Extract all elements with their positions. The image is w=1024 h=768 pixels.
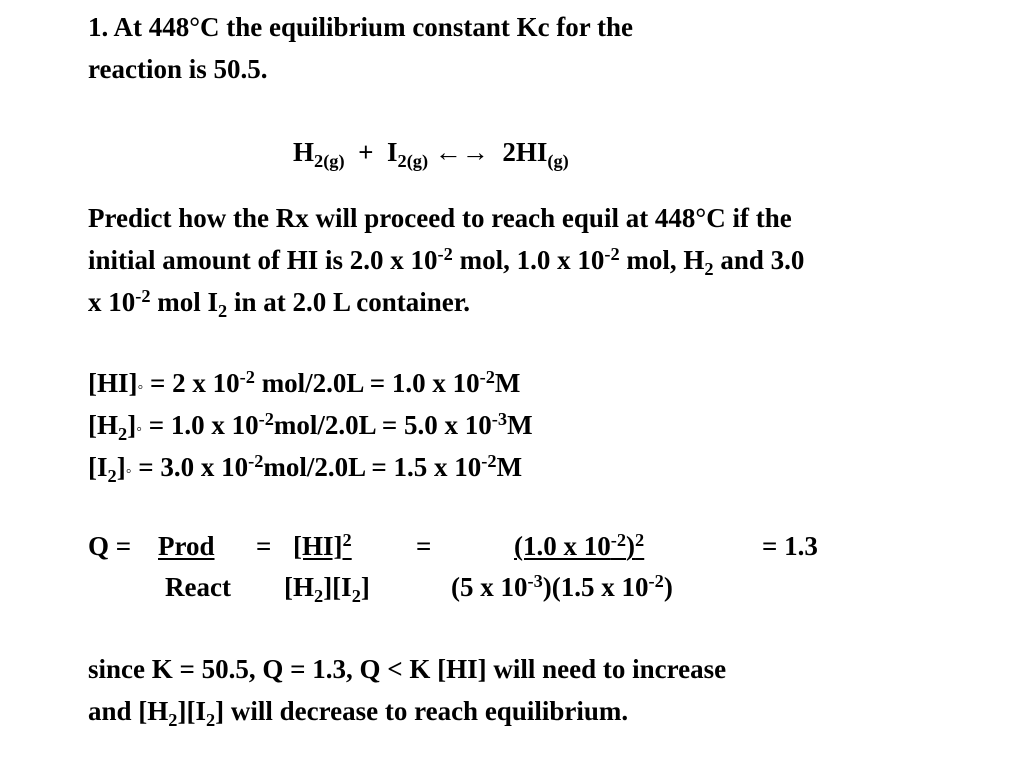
- conc-h2: [88, 404, 533, 446]
- numerator-value: [514, 526, 644, 566]
- conc-text: [H: [88, 410, 118, 440]
- quotient-text: (5 x 10: [451, 572, 528, 602]
- predict-text: initial amount of HI is 2.0 x 10: [88, 245, 438, 275]
- conclusion-text: and [H: [88, 696, 169, 726]
- quotient-text: ][I: [323, 572, 352, 602]
- conc-text: mol/2.0L = 1.0 x 10: [254, 368, 480, 398]
- q-result: = 1.3: [762, 531, 818, 561]
- conc-text: = 1.0 x 10: [141, 410, 259, 440]
- subscript: 2: [351, 586, 361, 607]
- exponent: -2: [248, 451, 264, 472]
- subscript: 2: [107, 466, 117, 487]
- conc-text: mol/2.0L = 1.5 x 10: [263, 452, 482, 482]
- prediction-question: [88, 197, 804, 323]
- predict-text: mol, 1.0 x 10: [452, 245, 605, 275]
- quotient-text: [HI]: [293, 531, 343, 561]
- predict-text: mol, H: [619, 245, 705, 275]
- reactant-i2-sub: 2(g): [397, 151, 429, 172]
- problem-statement: [88, 6, 633, 90]
- quotient-text: )(1.5 x 10: [542, 572, 649, 602]
- conc-i2: [88, 446, 533, 488]
- conc-unit: M: [507, 410, 533, 440]
- subscript: 2: [314, 586, 324, 607]
- conclusion: [88, 648, 726, 732]
- product-hi: 2HI: [502, 137, 548, 167]
- reactant-h2-sub: 2(g): [314, 151, 345, 172]
- exponent: -2: [258, 409, 274, 430]
- conc-text: ]: [127, 410, 137, 440]
- subscript: 2: [168, 710, 178, 731]
- quotient-text: [H: [284, 572, 314, 602]
- subscript: 2: [704, 259, 714, 280]
- conc-text: [HI]: [88, 368, 138, 398]
- predict-line-3: [88, 281, 804, 323]
- predict-text: in at 2.0 L container.: [227, 287, 471, 317]
- conclusion-text: ] will decrease to reach equilibrium.: [215, 696, 629, 726]
- reaction-equation: [293, 131, 569, 173]
- quotient-text: ]: [360, 572, 370, 602]
- exponent: -2: [481, 451, 497, 472]
- predict-text: and 3.0: [713, 245, 805, 275]
- predict-text: mol I: [150, 287, 219, 317]
- exponent: -2: [610, 530, 627, 551]
- prod-label: Prod: [158, 531, 215, 561]
- subscript: 2: [205, 710, 216, 731]
- exponent: -2: [604, 244, 620, 265]
- subscript: 2: [218, 301, 228, 322]
- exponent: -3: [527, 571, 543, 592]
- exponent: -2: [135, 286, 151, 307]
- equilibrium-arrow: ←→: [434, 137, 489, 167]
- quotient-text: ): [663, 572, 673, 602]
- problem-line-1: 1. At 448°C the equilibrium constant Kc for the: [88, 12, 634, 42]
- initial-concentrations: [88, 362, 533, 488]
- predict-line-1: Predict how the Rx will proceed to reach equil at 448°C if the: [88, 203, 792, 233]
- plus-sign: +: [358, 137, 374, 167]
- hi-squared: [293, 526, 352, 566]
- exponent: 2: [635, 530, 645, 551]
- q-equals: Q =: [88, 531, 132, 561]
- conc-unit: M: [494, 368, 521, 398]
- initial-mark: ◦: [136, 419, 142, 438]
- conc-text: ]: [116, 452, 126, 482]
- react-label: React: [165, 572, 231, 602]
- conclusion-line-2: [88, 690, 726, 732]
- exponent: 2: [342, 530, 352, 551]
- conclusion-text: ][I: [177, 696, 206, 726]
- problem-line-2: reaction is 50.5.: [88, 54, 268, 84]
- product-hi-sub: (g): [547, 151, 569, 172]
- initial-mark: ◦: [137, 377, 144, 396]
- exponent: -2: [479, 367, 495, 388]
- conclusion-line-1: since K = 50.5, Q = 1.3, Q < K [HI] will need to increase: [88, 654, 727, 684]
- reactant-i2: I: [387, 137, 398, 167]
- conc-hi: [88, 362, 533, 404]
- quotient-text: ): [626, 531, 636, 561]
- h2-i2-denominator: [284, 567, 370, 607]
- exponent: -2: [239, 367, 255, 388]
- denominator-value: [451, 567, 673, 607]
- exponent: -2: [648, 571, 664, 592]
- predict-line-2: [88, 239, 804, 281]
- conc-text: [I: [88, 452, 108, 482]
- conc-unit: M: [496, 452, 523, 482]
- initial-mark: ◦: [125, 461, 132, 480]
- conc-text: mol/2.0L = 5.0 x 10: [273, 410, 492, 440]
- equals-sign: =: [416, 531, 432, 561]
- exponent: -2: [437, 244, 453, 265]
- equals-sign: =: [256, 531, 272, 561]
- reactant-h2: H: [293, 137, 315, 167]
- conc-text: = 2 x 10: [143, 368, 240, 398]
- predict-text: x 10: [88, 287, 136, 317]
- exponent: -3: [491, 409, 508, 430]
- subscript: 2: [118, 424, 128, 445]
- quotient-text: (1.0 x 10: [514, 531, 611, 561]
- conc-text: = 3.0 x 10: [131, 452, 249, 482]
